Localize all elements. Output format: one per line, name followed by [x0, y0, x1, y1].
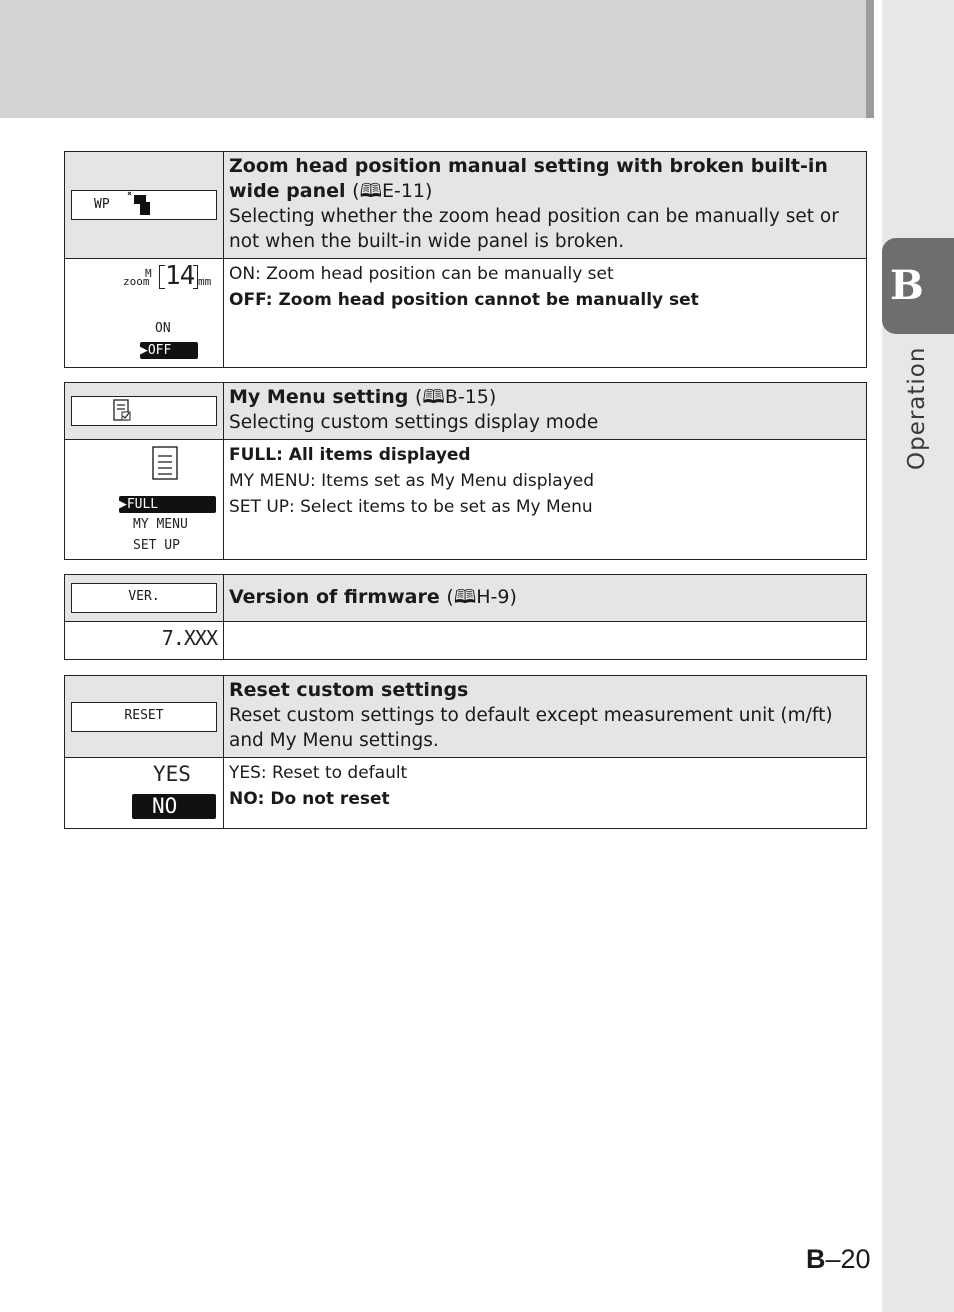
- page-number-section: B: [806, 1244, 826, 1274]
- page-ref: E-11: [381, 180, 426, 202]
- setting-description: Reset custom settings to default except measurement unit (m/ft) and My Menu settings.: [229, 705, 833, 751]
- menu-check-icon: [112, 399, 134, 423]
- flash-head-icon: [124, 191, 158, 217]
- my-menu-icon-box: [71, 396, 217, 426]
- option-no: NO: Do not reset: [229, 789, 390, 809]
- setting-icon-cell: [65, 152, 224, 259]
- setting-table-my-menu: [64, 382, 867, 560]
- setting-description: Selecting whether the zoom head position can be manually set or not when the built-in wide panel is broken.: [229, 206, 839, 252]
- header-band: [0, 0, 866, 118]
- option-full: FULL: All items displayed: [229, 445, 471, 465]
- wp-icon-box: [71, 190, 217, 220]
- zoom-word: zoom: [123, 275, 150, 288]
- book-ref-icon: 🕮: [453, 585, 477, 608]
- page-ref: H-9: [476, 585, 510, 608]
- play-arrow-icon: ▶: [119, 497, 127, 512]
- lcd-option-my-menu: MY MENU: [133, 517, 188, 532]
- options-cell: [224, 440, 867, 560]
- page-number-separator: –: [825, 1244, 841, 1274]
- lcd-option-full-selected: ▶FULL: [119, 496, 216, 513]
- setting-description-cell: [224, 383, 867, 440]
- setting-table-zoom-head: [64, 151, 867, 368]
- lcd-preview-reset: [65, 758, 223, 828]
- page-number: [806, 1244, 871, 1275]
- setting-description: Selecting custom settings display mode: [229, 412, 599, 433]
- setting-icon-cell: [65, 575, 224, 622]
- option-set-up: SET UP: Select items to be set as My Menu: [229, 497, 593, 517]
- lcd-option-on: ON: [155, 321, 171, 336]
- setting-description-cell: [224, 676, 867, 758]
- lcd-preview-cell: [65, 622, 224, 660]
- header-shadow: [866, 0, 874, 118]
- zoom-mode: M: [145, 267, 152, 280]
- setting-title: My Menu setting (🕮B-15): [229, 386, 497, 408]
- lcd-preview-zoom: [65, 259, 223, 367]
- setting-table-firmware: [64, 574, 867, 660]
- page-ref: B-15: [444, 386, 489, 408]
- lcd-preview-my-menu: [65, 440, 223, 559]
- setting-description-cell: [224, 575, 867, 622]
- lcd-option-yes: YES: [153, 762, 191, 786]
- setting-title: Reset custom settings: [229, 679, 469, 701]
- book-ref-icon: 🕮: [359, 180, 382, 202]
- lcd-preview-cell: [65, 440, 224, 560]
- ver-icon-box: [71, 583, 217, 613]
- zoom-unit: mm: [198, 275, 212, 288]
- options-cell: [224, 259, 867, 368]
- setting-title: Zoom head position manual setting with broken built-in wide panel (🕮E-11): [229, 155, 828, 202]
- options-cell: [224, 758, 867, 829]
- option-on: ON: Zoom head position can be manually set: [229, 264, 614, 284]
- page-number-value: 20: [840, 1244, 871, 1274]
- option-my-menu: MY MENU: Items set as My Menu displayed: [229, 471, 595, 491]
- section-tab[interactable]: [882, 238, 954, 334]
- book-ref-icon: 🕮: [422, 386, 445, 408]
- setting-title: Version of firmware (🕮H-9): [229, 585, 517, 608]
- wp-icon-label: WP: [94, 197, 110, 212]
- firmware-version-value: 7.XXX: [161, 626, 217, 650]
- side-strip: [882, 0, 954, 1312]
- setting-icon-cell: [65, 383, 224, 440]
- lcd-option-set-up: SET UP: [133, 538, 180, 553]
- option-yes: YES: Reset to default: [229, 763, 408, 783]
- reset-icon-box: [71, 702, 217, 732]
- lcd-preview-version: [65, 622, 223, 659]
- lcd-option-no-selected: NO: [132, 794, 216, 819]
- play-arrow-icon: ▶: [140, 343, 148, 358]
- ver-icon-label: VER.: [128, 589, 160, 604]
- reset-icon-label: RESET: [124, 707, 164, 723]
- lcd-preview-cell: [65, 259, 224, 368]
- option-off: OFF: Zoom head position cannot be manually set: [229, 290, 699, 310]
- options-cell: [224, 622, 867, 660]
- setting-table-reset: [64, 675, 867, 829]
- lcd-option-off-selected: ▶OFF: [140, 342, 198, 359]
- menu-list-icon: [151, 446, 179, 480]
- setting-description-cell: [224, 152, 867, 259]
- zoom-value: 14: [165, 261, 195, 291]
- lcd-preview-cell: [65, 758, 224, 829]
- setting-icon-cell: [65, 676, 224, 758]
- section-tab-letter: B: [890, 262, 924, 309]
- section-label: Operation: [904, 346, 930, 470]
